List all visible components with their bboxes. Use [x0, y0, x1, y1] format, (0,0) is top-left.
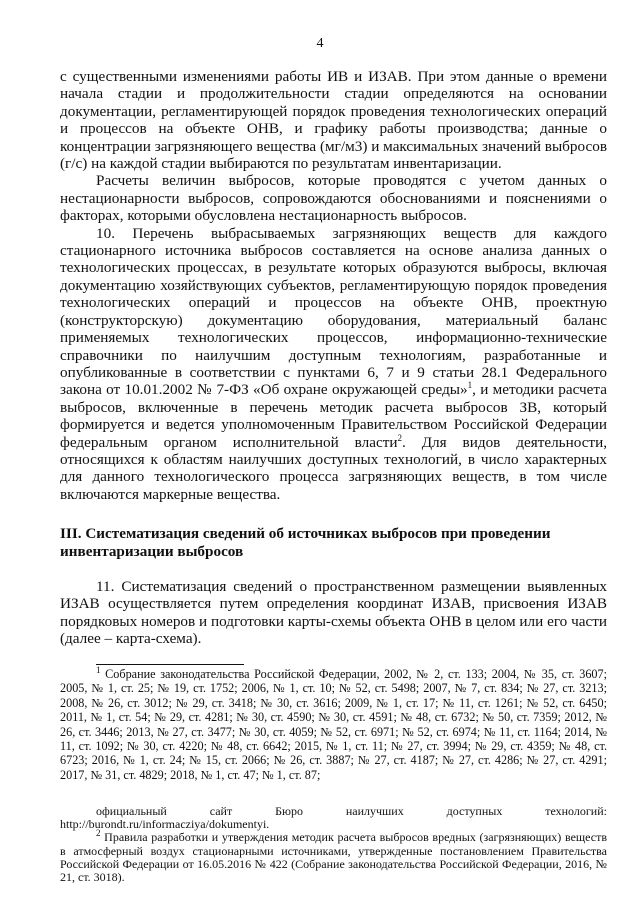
footnote-2-mark: 2 [96, 828, 101, 839]
paragraph-item-11: 11. Систематизация сведений о пространственном размещении выявленных ИЗАВ осуществляется путем определения координат ИЗАВ, присвоения ИЗАВ порядковых номеров и подготовки карты-схемы объекта ОНВ в целом или его части (далее – карта-схема). [60, 577, 607, 648]
page-number: 4 [316, 36, 324, 51]
paragraph-continuation: с существенными изменениями работы ИВ и ИЗАВ. При этом данные о времени начала стадии и продолжительности стадии определяются на основании документации, регламентирующей порядок проведения технологических операций и процессов на объекте ОНВ, и графику работы производства; данные о концентрации загрязняющего вещества (мг/м3) и максимальных значений выбросов (г/с) на каждой стадии выбираются по результатам инвентаризации. [60, 68, 607, 173]
section-heading [60, 525, 607, 560]
footnote-1-text: Собрание законодательства Российской Федерации, 2002, № 2, ст. 133; 2004, № 35, ст. 3607; 2005, № 1, ст. 25; № 19, ст. 1752; 2006, № 1, ст. 10; № 52, ст. 5498; 2007, № 7, ст. 834; № 27, ст. 3213; 2008, № 26, ст. 3012; № 29, ст. 3418; № 30, ст. 3616; 2009, № 1, ст. 17; № 11, ст. 1261; № 52, ст. 6450; 2011, № 1, ст. 54; № 29, ст. 4281; № 30, ст. 4590; № 30, ст. 4591; № 48, ст. 6732; № 50, ст. 7359; 2012, № 26, ст. 3446; 2013, № 27, ст. 3477; № 30, ст. 4059; № 52, ст. 6971; № 52, ст. 6974; № 11, ст. 1164; 2014, № 11, ст. 1092; № 30, ст. 4220; № 48, ст. 6642; 2015, № 1, ст. 11; № 27, ст. 3994; № 29, ст. 4359; № 48, ст. 6723; 2016, № 1, ст. 24; № 15, ст. 2066; № 26, ст. 3887; № 27, ст. 4187; № 27, ст. 4286; № 27, ст. 4291; 2017, № 31, ст. 4829; 2018, № 1, ст. 47; № 1, ст. 87; [60, 667, 607, 782]
footnote-1-mark: 1 [96, 664, 101, 675]
section-heading-line1: III. Систематизация сведений об источниках выбросов при проведении [60, 525, 551, 543]
footnote-site-line: официальный сайт Бюро наилучших доступных технологий: http://burondt.ru/informacziya/dokumentyi. [60, 804, 607, 832]
footnote-2-block [60, 805, 607, 884]
paragraph-item-10 [60, 225, 607, 504]
item-10-text-a: 10. Перечень выбрасываемых загрязняющих веществ для каждого стационарного источника выбросов составляется на основе анализа данных о технологических процессах, в результате которых образуются выбросы, включая документацию хозяйствующих субъектов, регламентирующую порядок проведения технологических операций и процессов на объекте ОНВ, проектную (конструкторскую) документацию оборудования, материальный баланс применяемых технологических процессов, информационно-технические справочники по наилучшим доступным технологиям, разработанные и опубликованные в соответствии с пунктами 6, 7 и 9 статьи 28.1 Федерального закона от 10.01.2002 № 7-ФЗ «Об охране окружающей среды» [60, 224, 607, 399]
footnote-1 [60, 664, 607, 782]
footnote-ref-2: 2 [397, 432, 402, 443]
footnote-2-text: Правила разработки и утверждения методик расчета выбросов вредных (загрязняющих) веществ в атмосферный воздух стационарными источниками, утвержденные постановлением Правительства Российской Федерации от 16.05.2016 № 422 (Собрание законодательства Российской Федерации, 2016, № 21, ст. 3018). [60, 830, 607, 885]
main-text [60, 68, 607, 648]
section-heading-line2: инвентаризации выбросов [60, 542, 244, 560]
item-10-text-c: . Для видов деятельности, относящихся к областям наилучших доступных технологий, в число характерных для данного технологического процесса загрязняющих веществ, в том числе включаются маркерные вещества. [60, 433, 607, 503]
footnote-ref-1: 1 [467, 380, 473, 391]
footnote-separator [96, 664, 244, 665]
item-10-text-b: , и методики расчета выбросов, включенные в перечень методик расчета выбросов ЗВ, который формируется и ведется уполномоченным Правительством Российской Федерации федеральным органом исполнительной власти [60, 381, 607, 451]
paragraph-calculations: Расчеты величин выбросов, которые проводятся с учетом данных о нестационарности выбросов, сопровождаются обоснованиями и пояснениями о факторах, которыми обусловлена нестационарность выбросов. [60, 172, 607, 225]
